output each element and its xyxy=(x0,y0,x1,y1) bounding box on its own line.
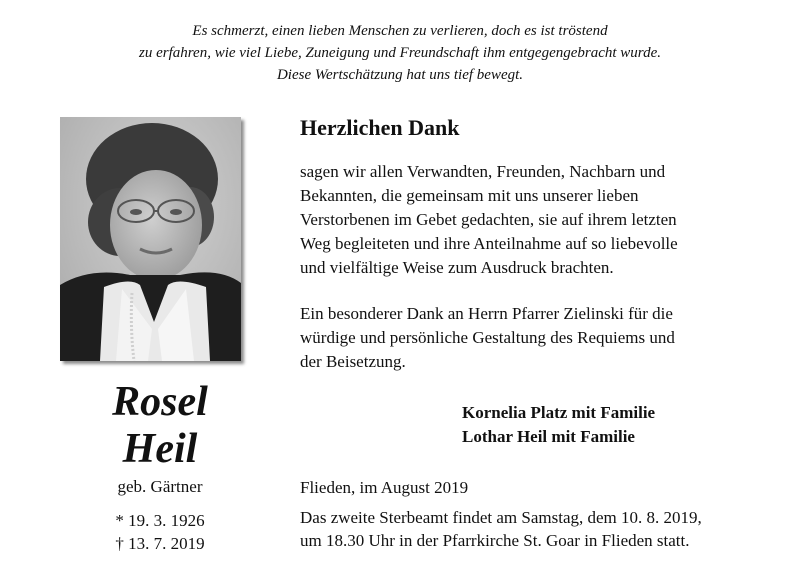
opening-quote xyxy=(0,20,800,86)
death-date: † 13. 7. 2019 xyxy=(115,534,205,553)
thanks-paragraph-2 xyxy=(300,302,770,374)
text-line: sagen wir allen Verwandten, Freunden, Nachbarn und xyxy=(300,162,666,181)
portrait-icon xyxy=(60,117,241,361)
born-name: geb. Gärtner xyxy=(117,477,203,496)
signer: Lothar Heil mit Familie xyxy=(462,427,635,446)
text-line: Ein besonderer Dank an Herrn Pfarrer Zielinski für die xyxy=(300,304,673,323)
portrait-photo xyxy=(60,117,241,361)
quote-line-1: Es schmerzt, einen lieben Menschen zu verlieren, doch es ist tröstend xyxy=(192,23,608,39)
thanks-heading: Herzlichen Dank xyxy=(300,115,460,140)
place-date: Flieden, im August 2019 xyxy=(300,478,469,497)
signers xyxy=(462,401,655,449)
text-line: der Beisetzung. xyxy=(300,352,406,371)
text-line: und vielfältige Weise zum Ausdruck brachten. xyxy=(300,258,614,277)
birth-date: * 19. 3. 1926 xyxy=(115,511,205,530)
text-line: Weg begleiteten und ihre Anteilnahme auf so liebevolle xyxy=(300,234,678,253)
deceased-first-name: Rosel xyxy=(112,379,208,425)
text-line: Verstorbenen im Gebet gedachten, sie auf ihrem letzten xyxy=(300,210,677,229)
deceased-last-name: Heil xyxy=(122,426,198,472)
text-line: würdige und persönliche Gestaltung des Requiems und xyxy=(300,328,675,347)
text-line: um 18.30 Uhr in der Pfarrkirche St. Goar in Flieden statt. xyxy=(300,531,690,550)
quote-line-2: zu erfahren, wie viel Liebe, Zuneigung und Freundschaft ihm entgegengebracht wurde. xyxy=(139,45,661,61)
signer: Kornelia Platz mit Familie xyxy=(462,403,656,422)
quote-line-3: Diese Wertschätzung hat uns tief bewegt. xyxy=(276,67,524,83)
thanks-paragraph-1 xyxy=(300,160,770,280)
text-line: Bekannten, die gemeinsam mit uns unserer lieben xyxy=(300,186,639,205)
text-line: Das zweite Sterbeamt findet am Samstag, dem 10. 8. 2019, xyxy=(300,508,702,527)
service-notice xyxy=(300,506,770,552)
